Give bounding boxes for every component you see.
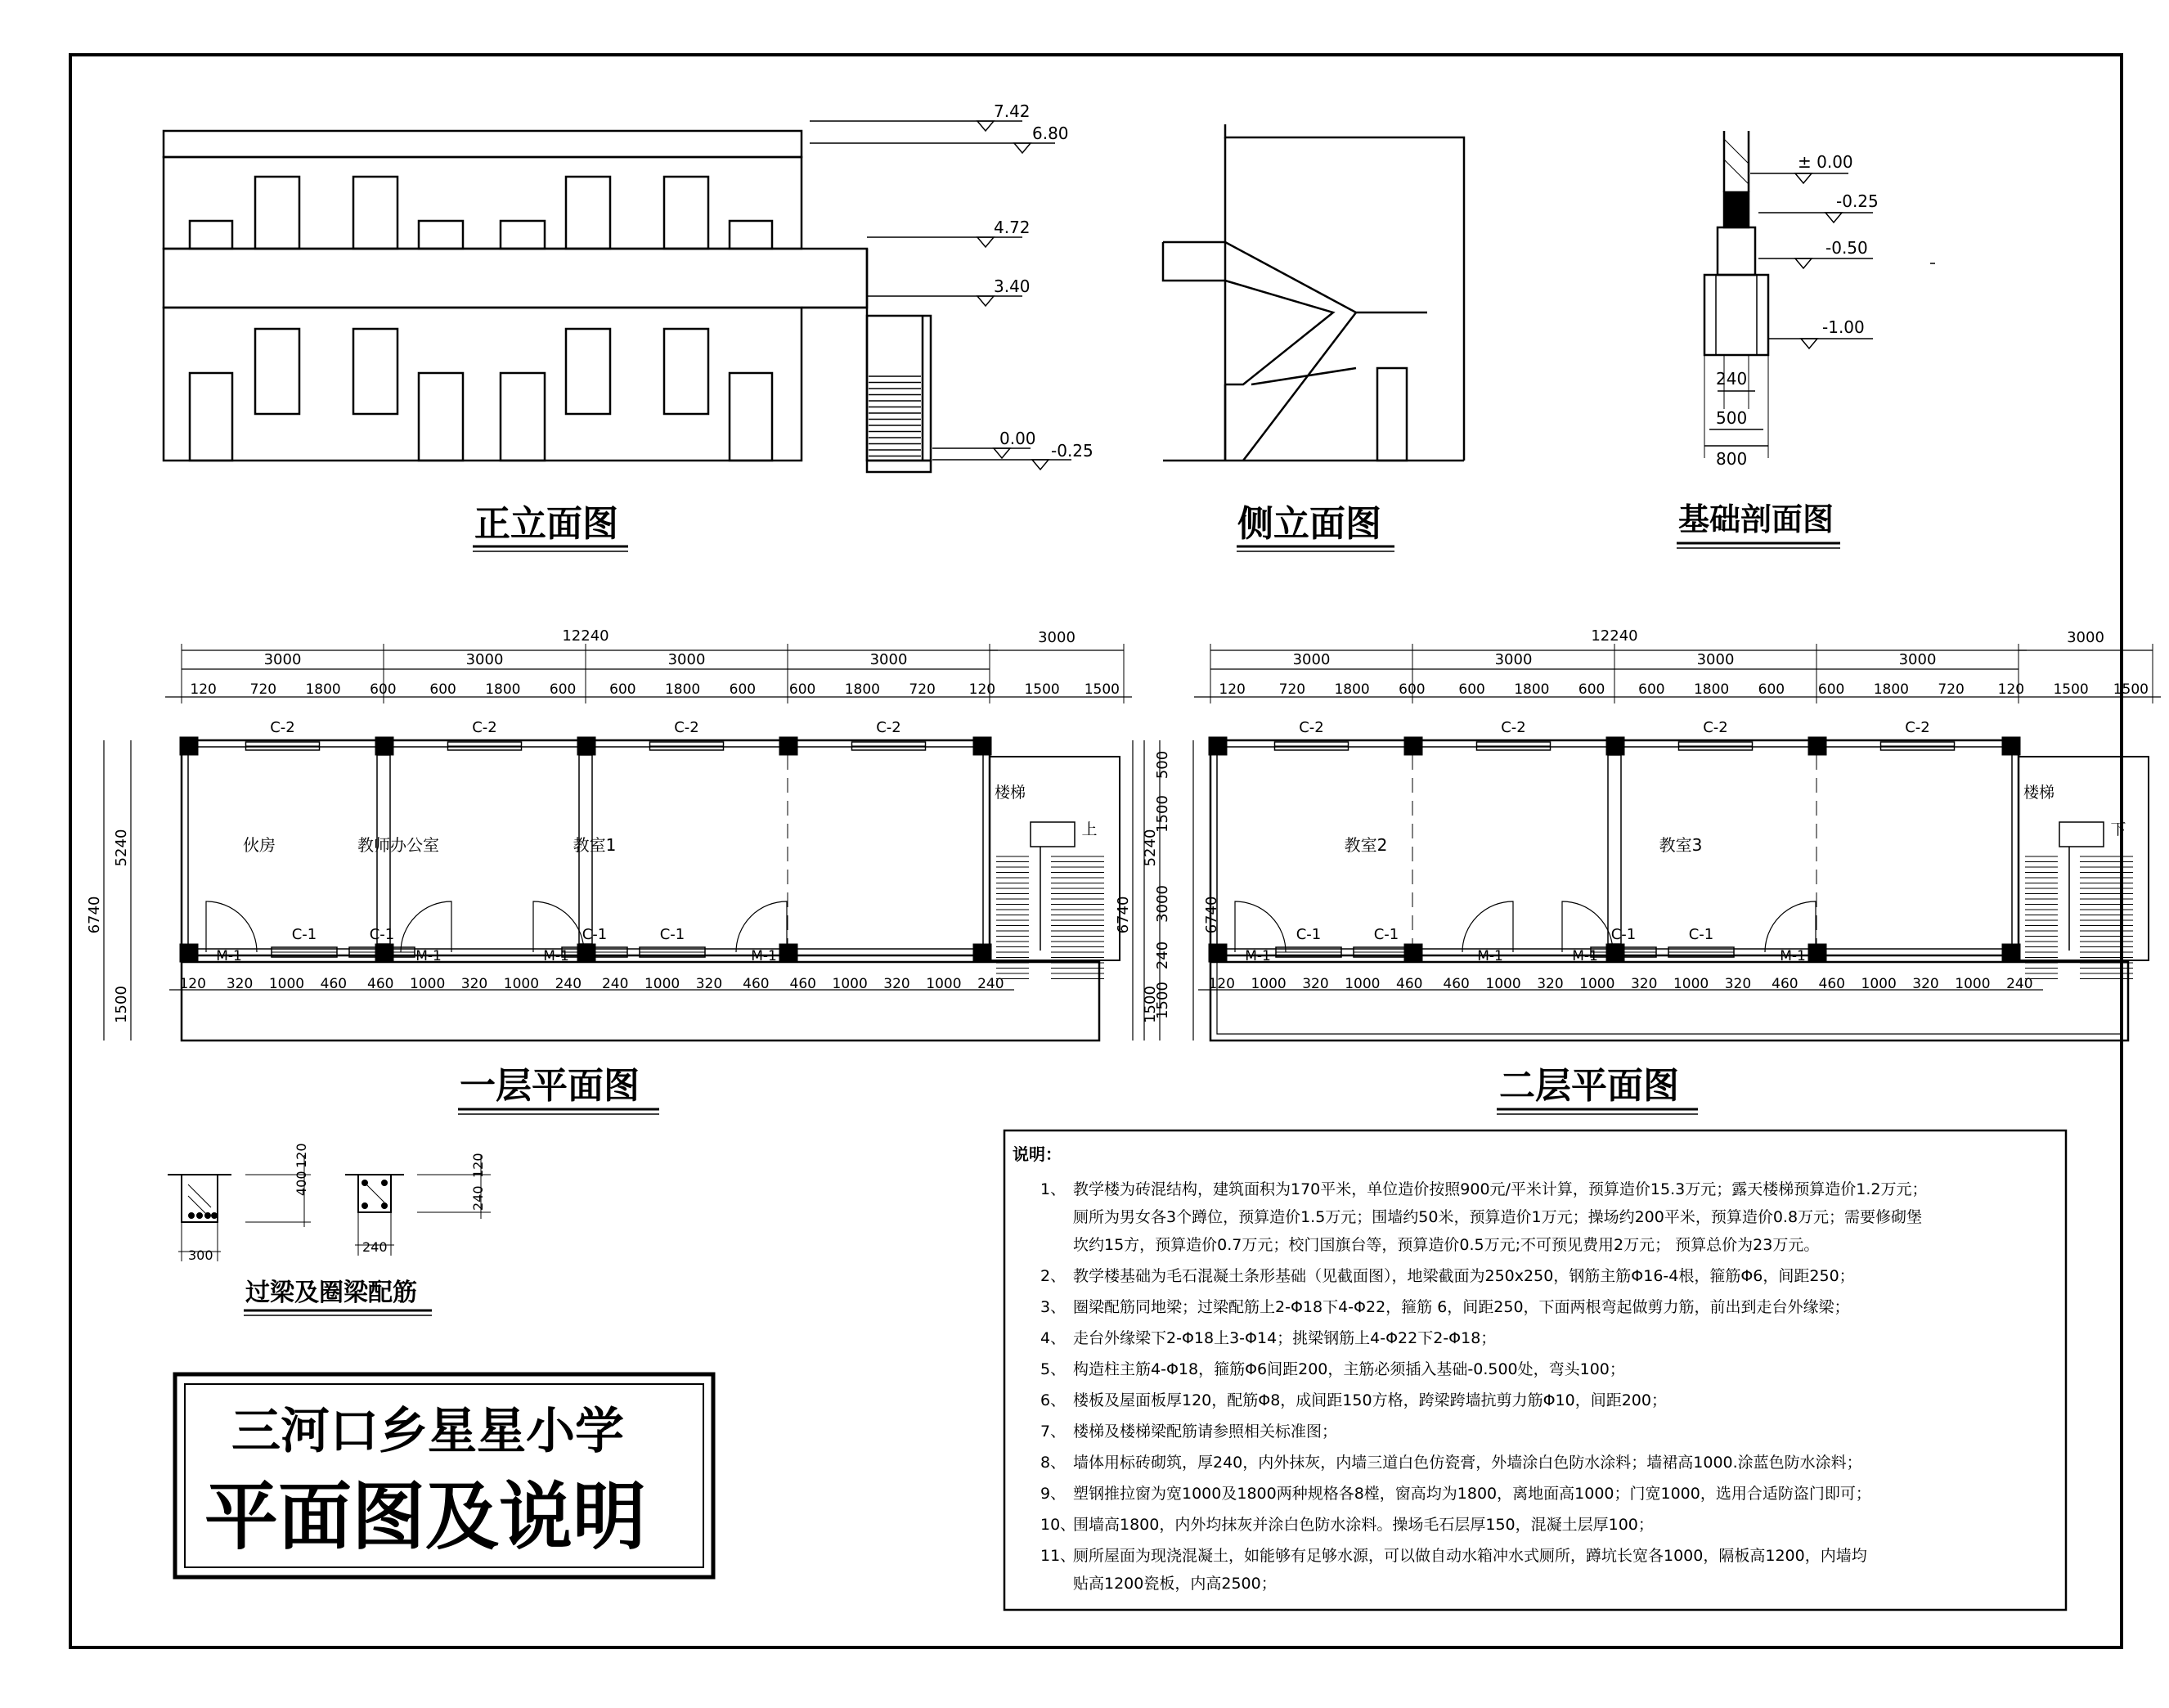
plan2-dim-bottom: 460 (1772, 976, 1799, 992)
plan2-dim-bottom: 320 (1302, 976, 1329, 992)
plan2-column (2002, 737, 2020, 755)
level-4-72: 4.72 (994, 218, 1031, 237)
note-number: 8、 (1040, 1454, 1067, 1472)
plan2-dim-bottom: 1000 (1955, 976, 1991, 992)
plan2-window-c2-label: C-2 (1703, 719, 1728, 736)
plan1-dim-right: 500 (1154, 750, 1171, 780)
plan1-dim-bottom: 460 (320, 976, 348, 992)
plan2-column (1209, 737, 1227, 755)
note-number: 11、 (1040, 1547, 1076, 1565)
plan2-corridor-rail (1217, 962, 2122, 1034)
plan1-dim-bottom: 240 (555, 976, 582, 992)
plan2-dim-bottom: 1000 (1485, 976, 1521, 992)
plan1-dim-bay: 3000 (869, 651, 908, 668)
plan1-dim-bottom: 1000 (926, 976, 962, 992)
beam2-top: 120 (470, 1153, 486, 1178)
plan1-dim-bottom: 320 (460, 976, 488, 992)
plan1-window-c1-label: C-1 (369, 926, 395, 943)
plan2-dim-bottom: 320 (1724, 976, 1752, 992)
plan1-dim-right: 1500 (1154, 795, 1171, 833)
foundation-width-500: 500 (1716, 408, 1748, 428)
plan2-inner-wall (1217, 747, 2012, 949)
plan1-dim-left: 5240 (113, 829, 130, 867)
plan1-dim-seg: 1800 (664, 681, 701, 698)
plan2-dim-seg: 1800 (1514, 681, 1550, 698)
plan2-dim-seg: 600 (1638, 681, 1665, 698)
title-block-drawing-name: 平面图及说明 (204, 1473, 646, 1560)
plan2-door-swing (1562, 901, 1613, 952)
foundation-width-240: 240 (1716, 369, 1748, 389)
plan1-column (577, 737, 595, 755)
plan2-dim-bottom: 1000 (1579, 976, 1615, 992)
beam1-top: 120 (294, 1143, 309, 1168)
plan2-dim-bay: 3000 (1696, 651, 1735, 668)
plan2-dim-bottom: 320 (1912, 976, 1939, 992)
level-6-80: 6.80 (1032, 124, 1069, 143)
plan1-dim-seg: 1800 (844, 681, 881, 698)
plan1-dim-bottom: 1000 (268, 976, 305, 992)
plan1-dim-right: 6740 (1203, 896, 1220, 934)
plan1-dim-bottom: 320 (883, 976, 910, 992)
plan2-dim-bottom: 320 (1630, 976, 1658, 992)
note-number: 10、 (1040, 1516, 1076, 1534)
note-line: 厕所为男女各3个蹲位，预算造价1.5万元；围墙约50米，预算造价1万元；操场约200平米，预算造价0.8万元；需要修砌堡 (1073, 1208, 1923, 1226)
note-line: 坎约15方，预算造价0.7万元；校门国旗台等，预算造价0.5万元;不可预见费用2万元； 预算总价为23万元。 (1073, 1236, 1820, 1254)
plan2-window-c1-label: C-1 (1373, 926, 1399, 943)
plan1-dim-bay: 3000 (263, 651, 302, 668)
plan1-dim-bottom: 460 (743, 976, 770, 992)
level-0-00: 0.00 (999, 429, 1036, 448)
plan1-dim-right: 1500 (1154, 982, 1171, 1019)
front-level-marks (810, 121, 1071, 470)
plan1-window-c2-label: C-2 (674, 719, 699, 736)
plan2-window-c2-label: C-2 (1905, 719, 1930, 736)
plan1-dim-seg: 720 (909, 681, 936, 698)
plan1-window-c1-label: C-1 (291, 926, 317, 943)
note-line: 贴高1200瓷板，内高2500； (1073, 1575, 1277, 1593)
plan2-column (1808, 737, 1826, 755)
beam-details-title: 过梁及圈梁配筋 (245, 1279, 417, 1307)
plan1-stair-landing (1031, 822, 1075, 847)
plan1-door-swing (533, 901, 584, 952)
plan1-dim-right: 240 (1154, 941, 1171, 970)
plan1-door-swing (401, 901, 451, 952)
plan1-column (973, 944, 991, 962)
plan2-dim-seg: 120 (1997, 681, 2025, 698)
note-line: 构造柱主筋4-Φ18，箍筋Φ6间距200，主筋必须插入基础-0.500处，弯头100； (1073, 1360, 1625, 1378)
plan2-dim-bottom: 1000 (1345, 976, 1381, 992)
level-minus-0-25: -0.25 (1051, 441, 1093, 461)
plan2-window-c2-label: C-2 (1299, 719, 1324, 736)
plan1-door-label: M-1 (415, 948, 442, 964)
note-number: 7、 (1040, 1423, 1067, 1441)
note-number: 3、 (1040, 1298, 1067, 1316)
note-number: 2、 (1040, 1267, 1067, 1285)
note-line: 楼梯及楼梯梁配筋请参照相关标准图； (1073, 1423, 1338, 1441)
plan2-room-label: 教室3 (1659, 835, 1703, 855)
plan1-dim-seg: 1500 (1024, 681, 1060, 698)
note-line: 厕所屋面为现浇混凝土，如能够有足够水源，可以做自动水箱冲水式厕所，蹲坑长宽各1000，隔板高1200，内墙均 (1073, 1547, 1867, 1565)
note-line: 墙体用标砖砌筑，厚240，内外抹灰，内墙三道白色仿瓷膏，外墙涂白色防水涂料；墙裙高1000.涂蓝色防水涂料； (1073, 1454, 1862, 1472)
plan2-column (1808, 944, 1826, 962)
level-7-42: 7.42 (994, 101, 1031, 121)
foundation-title: 基础剖面图 (1678, 501, 1834, 537)
plan1-stair-label: 楼梯 (994, 784, 1026, 802)
plan1-dim-bottom: 460 (789, 976, 816, 992)
note-line: 塑钢推拉窗为宽1000及1800两种规格各8樘，窗高均为1800，离地面高1000；门宽1000，选用合适防盗门即可； (1073, 1485, 1871, 1503)
plan2-room-label: 教室2 (1344, 835, 1388, 855)
plan1-column (180, 737, 198, 755)
note-line: 走台外缘梁下2-Φ18上3-Φ14；挑梁钢筋上4-Φ22下2-Φ18； (1073, 1329, 1497, 1347)
plan-second-floor (1115, 627, 2169, 1041)
note-line: 教学楼基础为毛石混凝土条形基础（见截面图），地梁截面为250x250，钢筋主筋Φ16-4根，箍筋Φ6，间距250； (1073, 1267, 1855, 1285)
plan2-dim-bottom: 240 (2006, 976, 2033, 992)
plan1-dim-seg: 600 (549, 681, 577, 698)
foundation-level-1: -0.25 (1836, 191, 1879, 211)
plan1-dim-left: 1500 (113, 986, 130, 1023)
note-line: 教学楼为砖混结构，建筑面积为170平米，单位造价按照900元/平米计算，预算造价15.3万元；露天楼梯预算造价1.2万元； (1073, 1180, 1928, 1198)
front-elevation (164, 131, 931, 472)
foundation-level-0: ± 0.00 (1798, 152, 1853, 172)
title-block-school: 三河口乡星星小学 (231, 1403, 624, 1460)
side-elevation-title: 侧立面图 (1237, 503, 1381, 545)
plan1-column (180, 944, 198, 962)
plan1-dim-seg: 120 (190, 681, 217, 698)
beam-details (168, 1155, 491, 1261)
note-number: 5、 (1040, 1360, 1067, 1378)
plan1-room-label: 教室1 (573, 835, 617, 855)
plan2-column (2002, 944, 2020, 962)
plan2-dim-seg: 600 (1758, 681, 1785, 698)
note-line: 围墙高1800，内外均抹灰并涂白色防水涂料。操场毛石层厚150，混凝土层厚100； (1073, 1516, 1654, 1534)
note-number: 4、 (1040, 1329, 1067, 1347)
plan2-dim-stair: 3000 (2067, 629, 2104, 646)
plan1-column (973, 737, 991, 755)
plan2-dim-left: 1500 (1142, 986, 1159, 1023)
plan1-dim-left: 6740 (86, 896, 103, 934)
plan2-column (1404, 737, 1422, 755)
plan1-door-label: M-1 (751, 948, 777, 964)
foundation-level-2: -0.50 (1825, 238, 1868, 258)
plan1-dim-seg: 600 (788, 681, 816, 698)
plan2-dim-seg: 720 (1278, 681, 1306, 698)
plan2-dim-bottom: 120 (1208, 976, 1235, 992)
plan2-dim-bay: 3000 (1494, 651, 1533, 668)
foundation-level-3: -1.00 (1822, 317, 1865, 337)
plan1-dim-seg: 600 (370, 681, 397, 698)
notes-body (1040, 1180, 1927, 1593)
plan2-door-label: M-1 (1572, 948, 1598, 964)
plan2-dim-seg: 1500 (2053, 681, 2089, 698)
plan2-dim-seg: 1800 (1693, 681, 1730, 698)
note-number: 6、 (1040, 1391, 1067, 1409)
beam1-height: 400 (294, 1171, 309, 1196)
plan2-dim-seg: 720 (1938, 681, 1965, 698)
plan1-dim-bottom: 240 (977, 976, 1004, 992)
plan2-door-label: M-1 (1245, 948, 1271, 964)
plan1-column (375, 737, 393, 755)
plan1-dim-bottom: 320 (226, 976, 254, 992)
plan1-dim-bottom: 320 (695, 976, 723, 992)
level-3-40: 3.40 (994, 276, 1031, 296)
plan1-corridor (182, 962, 1099, 1041)
plan1-window-c1-label: C-1 (582, 926, 608, 943)
plan2-door-swing (1235, 901, 1286, 952)
front-stair-steps (869, 376, 921, 456)
plan1-window-c2-label: C-2 (876, 719, 901, 736)
plan2-dim-seg: 1800 (1873, 681, 1910, 698)
plan2-door-swing (1462, 901, 1513, 952)
plan2-stair-landing (2059, 822, 2104, 847)
plan2-dim-seg: 600 (1578, 681, 1605, 698)
plan1-window-c2-label: C-2 (472, 719, 497, 736)
foundation-width-800: 800 (1716, 449, 1748, 469)
plan1-stair-dir: 上 (1081, 820, 1098, 838)
plan1-dim-bottom: 1000 (644, 976, 680, 992)
plan2-dim-bottom: 1000 (1673, 976, 1709, 992)
note-line: 楼板及屋面板厚120，配筋Φ8，成间距150方格，跨梁跨墙抗剪力筋Φ10，间距200； (1073, 1391, 1667, 1409)
plan2-window-c2-label: C-2 (1501, 719, 1526, 736)
beam1-width: 300 (188, 1247, 213, 1263)
side-elevation (1163, 124, 1464, 461)
plan1-dim-stair: 3000 (1038, 629, 1076, 646)
plan2-dim-bottom: 460 (1443, 976, 1470, 992)
plan1-room-label: 伙房 (243, 835, 276, 855)
plan2-corridor (1210, 962, 2128, 1041)
plan1-dim-seg: 1500 (1084, 681, 1120, 698)
plan1-dim-bottom: 120 (179, 976, 206, 992)
plan2-window-c1-label: C-1 (1688, 926, 1714, 943)
plan2-dim-bottom: 320 (1537, 976, 1564, 992)
plan2-dim-seg: 600 (1458, 681, 1485, 698)
plan1-dim-bottom: 1000 (832, 976, 868, 992)
front-elevation-title: 正立面图 (474, 503, 618, 545)
plan2-column (1606, 737, 1624, 755)
plan2-stair-label: 楼梯 (2023, 784, 2055, 802)
plan2-outer-wall (1210, 740, 2019, 955)
plan2-stair-dir: 下 (2110, 820, 2126, 838)
plan1-door-label: M-1 (216, 948, 242, 964)
plan2-dim-bottom: 460 (1396, 976, 1423, 992)
plan1-dim-bottom: 460 (367, 976, 394, 992)
plan1-dim-total: 12240 (562, 627, 609, 645)
plan2-partition-wall (1608, 755, 1621, 944)
note-line: 圈梁配筋同地梁；过梁配筋上2-Φ18下4-Φ22，箍筋 6，间距250，下面两根弯起做剪力筋，前出到走台外缘梁； (1073, 1298, 1850, 1316)
plan2-dim-bay: 3000 (1898, 651, 1937, 668)
plan2-title: 二层平面图 (1499, 1065, 1679, 1107)
plan1-column (779, 737, 797, 755)
beam2-height: 240 (470, 1185, 486, 1211)
plan1-door-swing (206, 901, 257, 952)
plan2-door-label: M-1 (1780, 948, 1806, 964)
plan2-column (1209, 944, 1227, 962)
plan1-dim-seg: 600 (729, 681, 757, 698)
plan1-door-label: M-1 (543, 948, 569, 964)
plan2-dim-left: 5240 (1142, 829, 1159, 867)
plan2-dim-seg: 1800 (1334, 681, 1370, 698)
plan2-door-label: M-1 (1477, 948, 1503, 964)
plan1-title: 一层平面图 (460, 1065, 640, 1107)
plan2-dim-left: 6740 (1115, 896, 1132, 934)
plan2-window-c1-label: C-1 (1296, 926, 1322, 943)
plan2-dim-total: 12240 (1591, 627, 1638, 645)
plan1-dim-seg: 720 (249, 681, 277, 698)
note-number: 1、 (1040, 1180, 1067, 1198)
plan1-window-c2-label: C-2 (270, 719, 295, 736)
plan1-room-label: 教师办公室 (357, 835, 439, 855)
plan1-dim-seg: 600 (609, 681, 636, 698)
plan2-dim-bottom: 460 (1818, 976, 1845, 992)
plan1-dim-bottom: 1000 (503, 976, 540, 992)
plan1-dim-bottom: 1000 (410, 976, 446, 992)
plan1-dim-right: 3000 (1154, 885, 1171, 923)
plan1-column (779, 944, 797, 962)
plan1-dim-seg: 1800 (305, 681, 341, 698)
plan1-dim-bay: 3000 (465, 651, 504, 668)
plan-first-floor (86, 627, 1220, 1041)
plan1-dim-bottom: 240 (601, 976, 629, 992)
plan2-dim-seg: 600 (1817, 681, 1845, 698)
note-number: 9、 (1040, 1485, 1067, 1503)
notes-heading: 说明： (1013, 1144, 1062, 1164)
plan1-dim-seg: 600 (429, 681, 456, 698)
plan1-dim-bay: 3000 (667, 651, 706, 668)
beam2-width: 240 (362, 1239, 388, 1255)
plan2-dim-seg: 1500 (2113, 681, 2149, 698)
plan1-window-c1-label: C-1 (659, 926, 685, 943)
plan2-dim-bottom: 1000 (1251, 976, 1287, 992)
plan2-dim-seg: 120 (1219, 681, 1246, 698)
plan2-dim-seg: 600 (1399, 681, 1426, 698)
plan1-dim-seg: 120 (968, 681, 996, 698)
plan2-dim-bay: 3000 (1292, 651, 1331, 668)
plan1-dim-seg: 1800 (485, 681, 521, 698)
plan2-dim-bottom: 1000 (1861, 976, 1897, 992)
plan2-window-c1-label: C-1 (1610, 926, 1637, 943)
